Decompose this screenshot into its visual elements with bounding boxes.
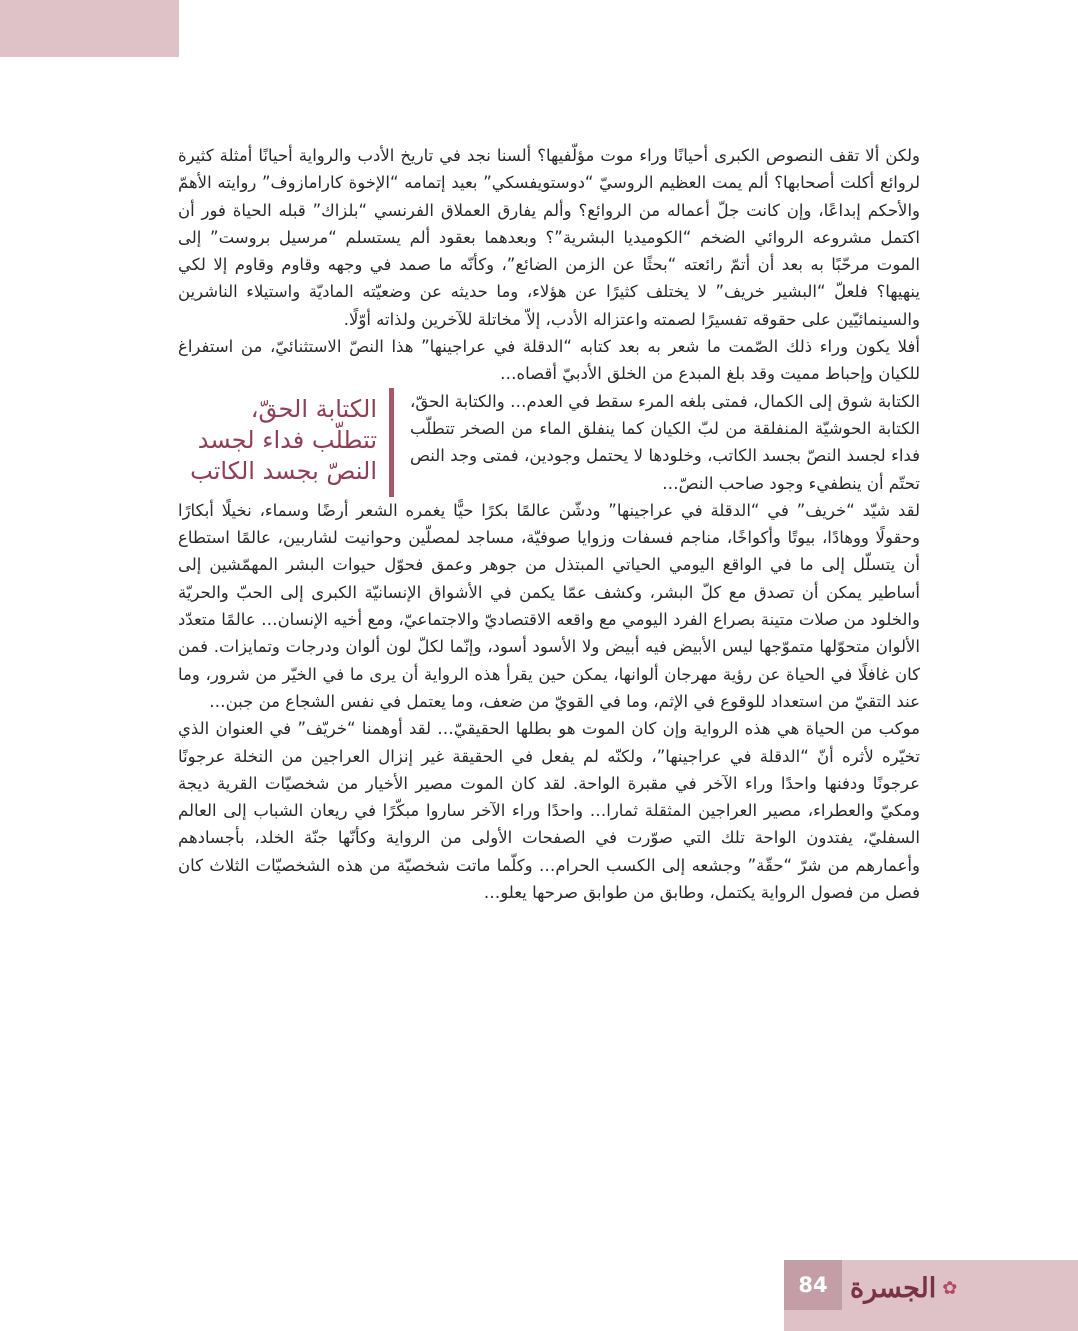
paragraph-2: أفلا يكون وراء ذلك الصّمت ما شعر به بعد كتابه “الدقلة في عراجينها” هذا النصّ الاستثنائيّ، من استفراغ للكيان وإحباط مميت وقد بلغ المبدع من الخلق الأدبيّ أقصاه… [178, 337, 920, 384]
pull-quote-line-1: الكتابة الحقّ، [250, 394, 377, 423]
paragraph-4: لقد شيّد “خريف” في “الدقلة في عراجينها” ودشّن عالمًا بكرًا حيًّا يغمره الشعر أرضًا وسماء، نخيلًا أبكارًا وحقولًا ووهادًا، بيوتًا وأكواخًا، مناجم فسفات وزوايا صوفيّة، مساجد لمصلّين وحوانيت لشاربين، عالمًا استطاع أن يتسلّل إلى ما في الواقع اليومي الحياتي المبتذل من جوهر وعمق فحوّل حيوات البشر المهمّشين إلى أساطير يمكن أن تصدق مع كلّ البشر، وكشف عمّا يكمن في الأشواق الإنسانيّة الكبرى إلى الحبّ والحريّة والخلود من صلات متينة بصراع الفرد اليومي مع واقعه الاقتصاديّ والاجتماعيّ، ومع أخيه الإنسان… عالمًا متعدّد الألوان متحوّلها متموّجها ليس الأبيض فيه أبيض ولا الأسود أسود، وإنّما لكلّ لون ألوان ودرجات وتمايزات. فمن كان غافلًا في الحياة عن رؤية مهرجان ألوانها، يمكن حين يقرأ هذه الرواية أن يرى ما في الخيّر من شرور، وما عند التقيّ من استعداد للوقوع في الإثم، وما في القويّ من ضعف، وما يعتمل في نفس الشجاع من جبن… [178, 500, 920, 711]
logo-text: الجسرة [850, 1272, 937, 1304]
magazine-logo [850, 1266, 1068, 1310]
page-number: 84 [784, 1260, 842, 1310]
pull-quote-line-2: تتطلّب فداء لجسد [197, 425, 377, 454]
pull-quote [178, 388, 394, 497]
paragraph-1: ولكن ألا تقف النصوص الكبرى أحيانًا وراء موت مؤلّفيها؟ ألسنا نجد في تاريخ الأدب والرواية أحيانًا أمثلة كثيرة لروائع أكلت أصحابها؟ ألم يمت العظيم الروسيّ “دوستويفسكي” بعيد إتمامه “الإخوة كارامازوف” روايته الأهمّ والأحكم إبداعًا، وإن كانت جلّ أعماله من الروائع؟ وألم يفارق العملاق الفرنسي “بلزاك” قبله الحياة فور أن اكتمل مشروعه الروائي الضخم “الكوميديا البشرية”؟ وبعدهما بعقود ألم يستسلم “مرسيل بروست” إلى الموت مرحّبًا به بعد أن أتمّ رائعته “بحثًا عن الزمن الضائع”، وكأنّه ما صمد في وجهه وقاوم وقاوم إلا لكي ينهيها؟ فلعلّ “البشير خريف” لا يختلف كثيرًا عن هؤلاء، وما حديثه عن وضعيّته الماديّة واستيلاء الناشرين والسينمائيّين على حقوقه تفسيرًا لصمته واعتزاله الأدب، إلاّ مخاتلة للآخرين ولذاته أوّلًا. [178, 146, 920, 329]
quote-row [178, 388, 920, 497]
paragraph-5: موكب من الحياة هي هذه الرواية وإن كان الموت هو بطلها الحقيقيّ… لقد أوهمنا “خريّف” في العنوان الذي تخيّره لأثره أنّ “الدقلة في عراجينها”، ولكنّه لم يفعل في الحقيقة غير إنزال العراجين من النخلة عرجونًا عرجونًا ودفنها واحدًا وراء الآخر في مقبرة الواحة. لقد كان الموت مصير الأخيار من شخصيّات القرية ديجة ومكيّ والعطراء، مصير العراجين المثقلة ثمارا… واحدًا وراء الآخر ساروا مبكّرًا في ريعان الشباب إلى العالم السفليّ، يفتدون الواحة تلك التي صوّرت في الصفحات الأولى من الرواية وكأنّها جنّة الخلد، بأجسادهم وأعمارهم من شرّ “حقّة” وجشعه إلى الكسب الحرام… وكلّما ماتت شخصيّة من هذه الشخصيّات الثلاث كان فصل من فصول الرواية يكتمل، وطابق من طوابق صرحها يعلو… [178, 719, 920, 903]
corner-decoration [0, 0, 179, 57]
article-body [178, 142, 920, 906]
pull-quote-line-3: النصّ بجسد الكاتب [190, 456, 377, 485]
paragraph-3: الكتابة شوق إلى الكمال، فمتى بلغه المرء سقط في العدم… والكتابة الحقّ، الكتابة الحوشيّة المنفلقة من لبّ الكيان كما ينفلق الماء من الصخر تتطلّب فداء لجسد النصّ بجسد الكاتب، وخلودها لا يحتمل وجودين، فمتى وجد النص تحتّم أن ينطفيء وجود صاحب النصّ… [410, 391, 920, 493]
flower-icon: ✿ [942, 1277, 958, 1299]
